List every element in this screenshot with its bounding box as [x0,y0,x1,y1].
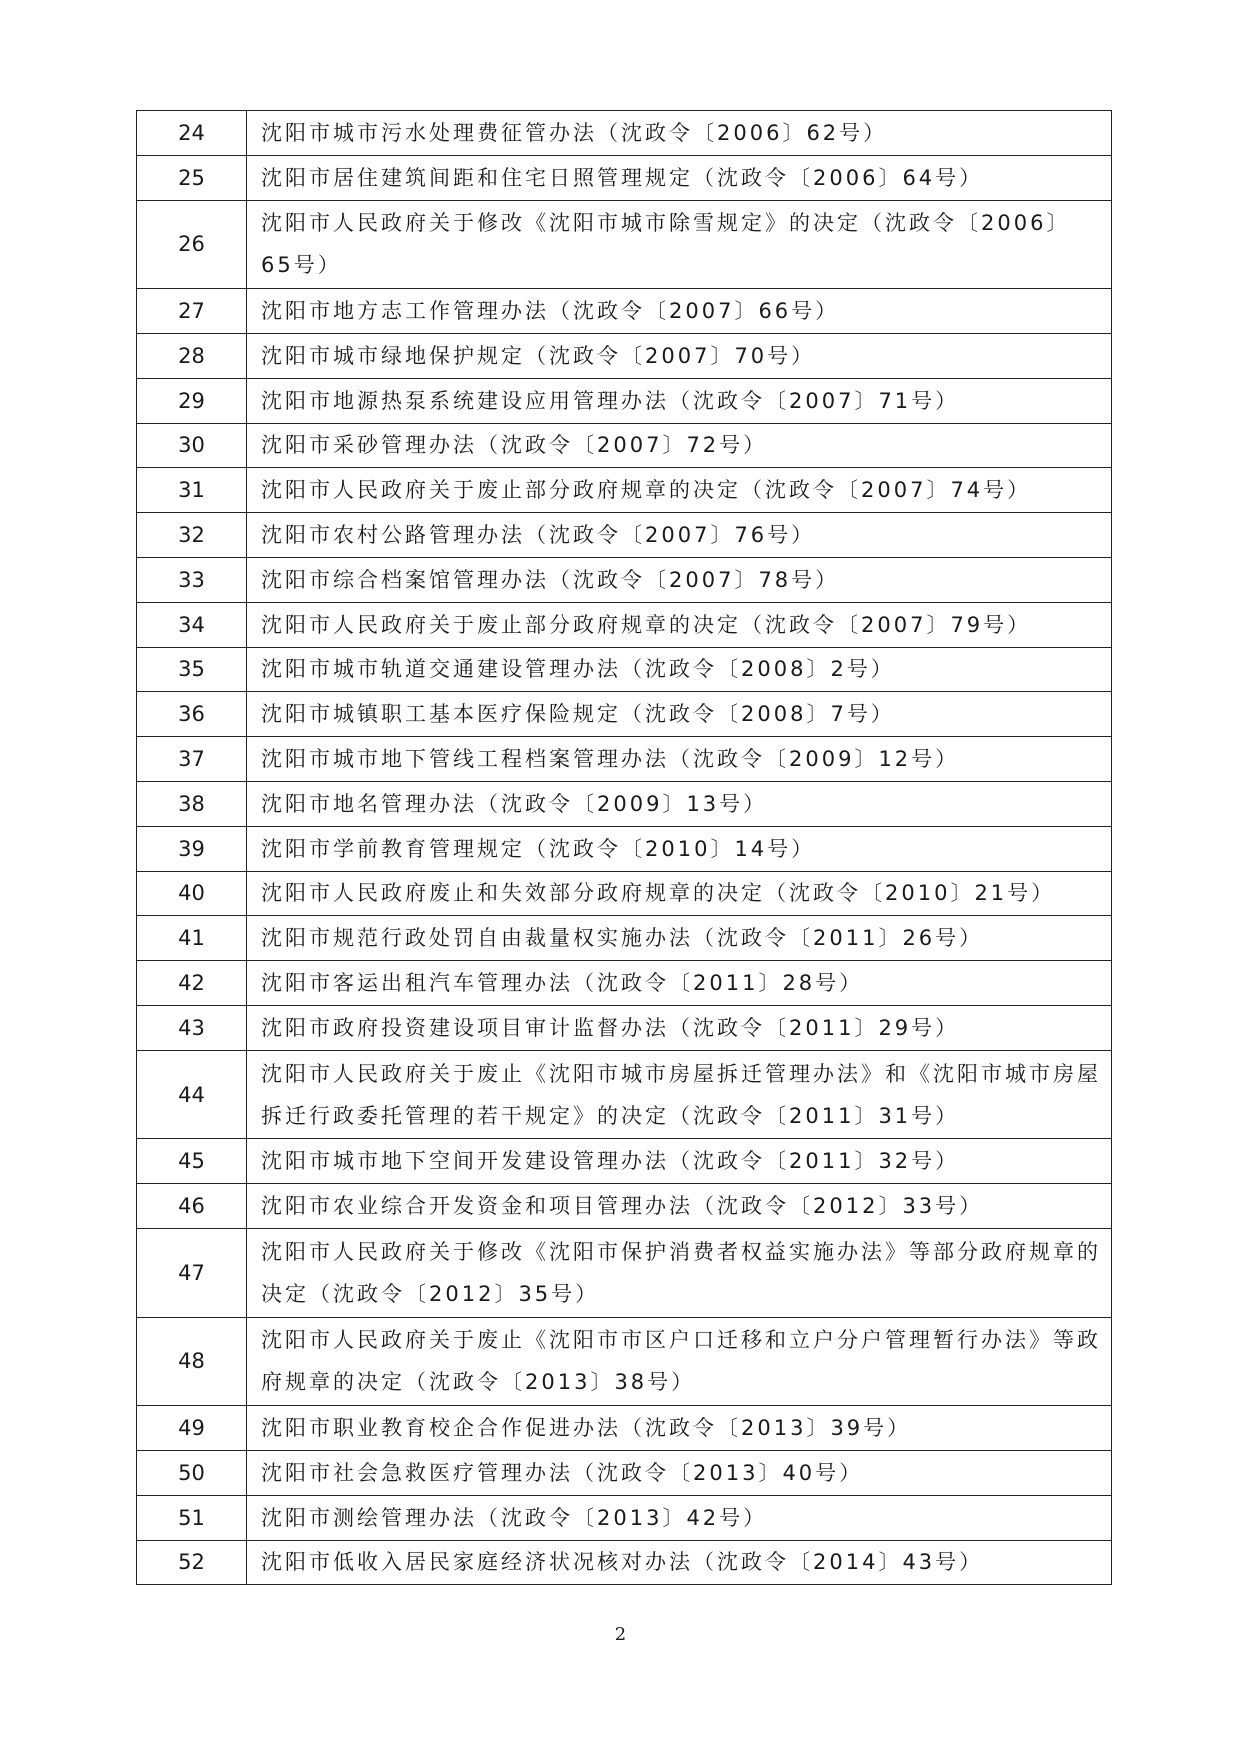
table-row [137,916,1112,961]
row-number: 45 [137,1139,247,1184]
table-row [137,1228,1112,1317]
table-row [137,1005,1112,1050]
table-row [137,513,1112,558]
row-number: 52 [137,1540,247,1585]
row-number: 30 [137,423,247,468]
row-number: 42 [137,961,247,1006]
row-number: 50 [137,1450,247,1495]
regulation-title: 沈阳市人民政府关于废止部分政府规章的决定（沈政令〔2007〕74号） [247,468,1112,513]
regulation-title: 沈阳市职业教育校企合作促进办法（沈政令〔2013〕39号） [247,1406,1112,1451]
table-row [137,1495,1112,1540]
row-number: 47 [137,1228,247,1317]
regulations-table [136,110,1112,1585]
regulation-title: 沈阳市人民政府关于废止部分政府规章的决定（沈政令〔2007〕79号） [247,602,1112,647]
regulation-title: 沈阳市城市绿地保护规定（沈政令〔2007〕70号） [247,333,1112,378]
regulation-title: 沈阳市居住建筑间距和住宅日照管理规定（沈政令〔2006〕64号） [247,155,1112,200]
regulation-title: 沈阳市综合档案馆管理办法（沈政令〔2007〕78号） [247,557,1112,602]
row-number: 25 [137,155,247,200]
regulation-title: 沈阳市城市污水处理费征管办法（沈政令〔2006〕62号） [247,111,1112,156]
row-number: 38 [137,781,247,826]
row-number: 33 [137,557,247,602]
regulation-title: 沈阳市城镇职工基本医疗保险规定（沈政令〔2008〕7号） [247,692,1112,737]
regulation-title: 沈阳市人民政府关于修改《沈阳市保护消费者权益实施办法》等部分政府规章的决定（沈政令〔2012〕35号） [247,1228,1112,1317]
table-row [137,602,1112,647]
table-row [137,155,1112,200]
regulation-title: 沈阳市人民政府关于修改《沈阳市城市除雪规定》的决定（沈政令〔2006〕65号） [247,200,1112,289]
table-row [137,1450,1112,1495]
regulation-title: 沈阳市采砂管理办法（沈政令〔2007〕72号） [247,423,1112,468]
row-number: 24 [137,111,247,156]
row-number: 41 [137,916,247,961]
page-number: 2 [614,1624,627,1645]
regulation-title: 沈阳市政府投资建设项目审计监督办法（沈政令〔2011〕29号） [247,1005,1112,1050]
row-number: 43 [137,1005,247,1050]
row-number: 37 [137,737,247,782]
row-number: 29 [137,378,247,423]
table-row [137,557,1112,602]
row-number: 48 [137,1317,247,1406]
regulation-title: 沈阳市农业综合开发资金和项目管理办法（沈政令〔2012〕33号） [247,1184,1112,1229]
table-row [137,1050,1112,1139]
regulation-title: 沈阳市学前教育管理规定（沈政令〔2010〕14号） [247,826,1112,871]
regulation-title: 沈阳市城市地下管线工程档案管理办法（沈政令〔2009〕12号） [247,737,1112,782]
table-row [137,1184,1112,1229]
table-row [137,871,1112,916]
regulation-title: 沈阳市测绘管理办法（沈政令〔2013〕42号） [247,1495,1112,1540]
table-row [137,378,1112,423]
row-number: 35 [137,647,247,692]
row-number: 27 [137,289,247,334]
table-row [137,289,1112,334]
table-row [137,1540,1112,1585]
row-number: 44 [137,1050,247,1139]
row-number: 39 [137,826,247,871]
regulation-title: 沈阳市农村公路管理办法（沈政令〔2007〕76号） [247,513,1112,558]
table-row [137,1317,1112,1406]
table-row [137,333,1112,378]
regulation-title: 沈阳市地方志工作管理办法（沈政令〔2007〕66号） [247,289,1112,334]
table-row [137,737,1112,782]
row-number: 34 [137,602,247,647]
table-row [137,111,1112,156]
regulation-title: 沈阳市地名管理办法（沈政令〔2009〕13号） [247,781,1112,826]
regulation-title: 沈阳市社会急救医疗管理办法（沈政令〔2013〕40号） [247,1450,1112,1495]
row-number: 26 [137,200,247,289]
regulation-title: 沈阳市客运出租汽车管理办法（沈政令〔2011〕28号） [247,961,1112,1006]
table-row [137,200,1112,289]
regulation-title: 沈阳市城市轨道交通建设管理办法（沈政令〔2008〕2号） [247,647,1112,692]
table-row [137,468,1112,513]
row-number: 36 [137,692,247,737]
row-number: 40 [137,871,247,916]
table-row [137,1139,1112,1184]
table-row [137,826,1112,871]
regulation-title: 沈阳市规范行政处罚自由裁量权实施办法（沈政令〔2011〕26号） [247,916,1112,961]
table-row [137,781,1112,826]
row-number: 31 [137,468,247,513]
row-number: 32 [137,513,247,558]
regulation-title: 沈阳市人民政府关于废止《沈阳市市区户口迁移和立户分户管理暂行办法》等政府规章的决定（沈政令〔2013〕38号） [247,1317,1112,1406]
regulation-title: 沈阳市低收入居民家庭经济状况核对办法（沈政令〔2014〕43号） [247,1540,1112,1585]
regulation-title: 沈阳市人民政府废止和失效部分政府规章的决定（沈政令〔2010〕21号） [247,871,1112,916]
row-number: 49 [137,1406,247,1451]
row-number: 51 [137,1495,247,1540]
table-row [137,692,1112,737]
row-number: 28 [137,333,247,378]
table-row [137,1406,1112,1451]
table-row [137,647,1112,692]
regulation-title: 沈阳市城市地下空间开发建设管理办法（沈政令〔2011〕32号） [247,1139,1112,1184]
regulation-title: 沈阳市人民政府关于废止《沈阳市城市房屋拆迁管理办法》和《沈阳市城市房屋拆迁行政委托管理的若干规定》的决定（沈政令〔2011〕31号） [247,1050,1112,1139]
table-row [137,423,1112,468]
regulations-table-body [137,111,1112,1585]
regulation-title: 沈阳市地源热泵系统建设应用管理办法（沈政令〔2007〕71号） [247,378,1112,423]
table-row [137,961,1112,1006]
row-number: 46 [137,1184,247,1229]
